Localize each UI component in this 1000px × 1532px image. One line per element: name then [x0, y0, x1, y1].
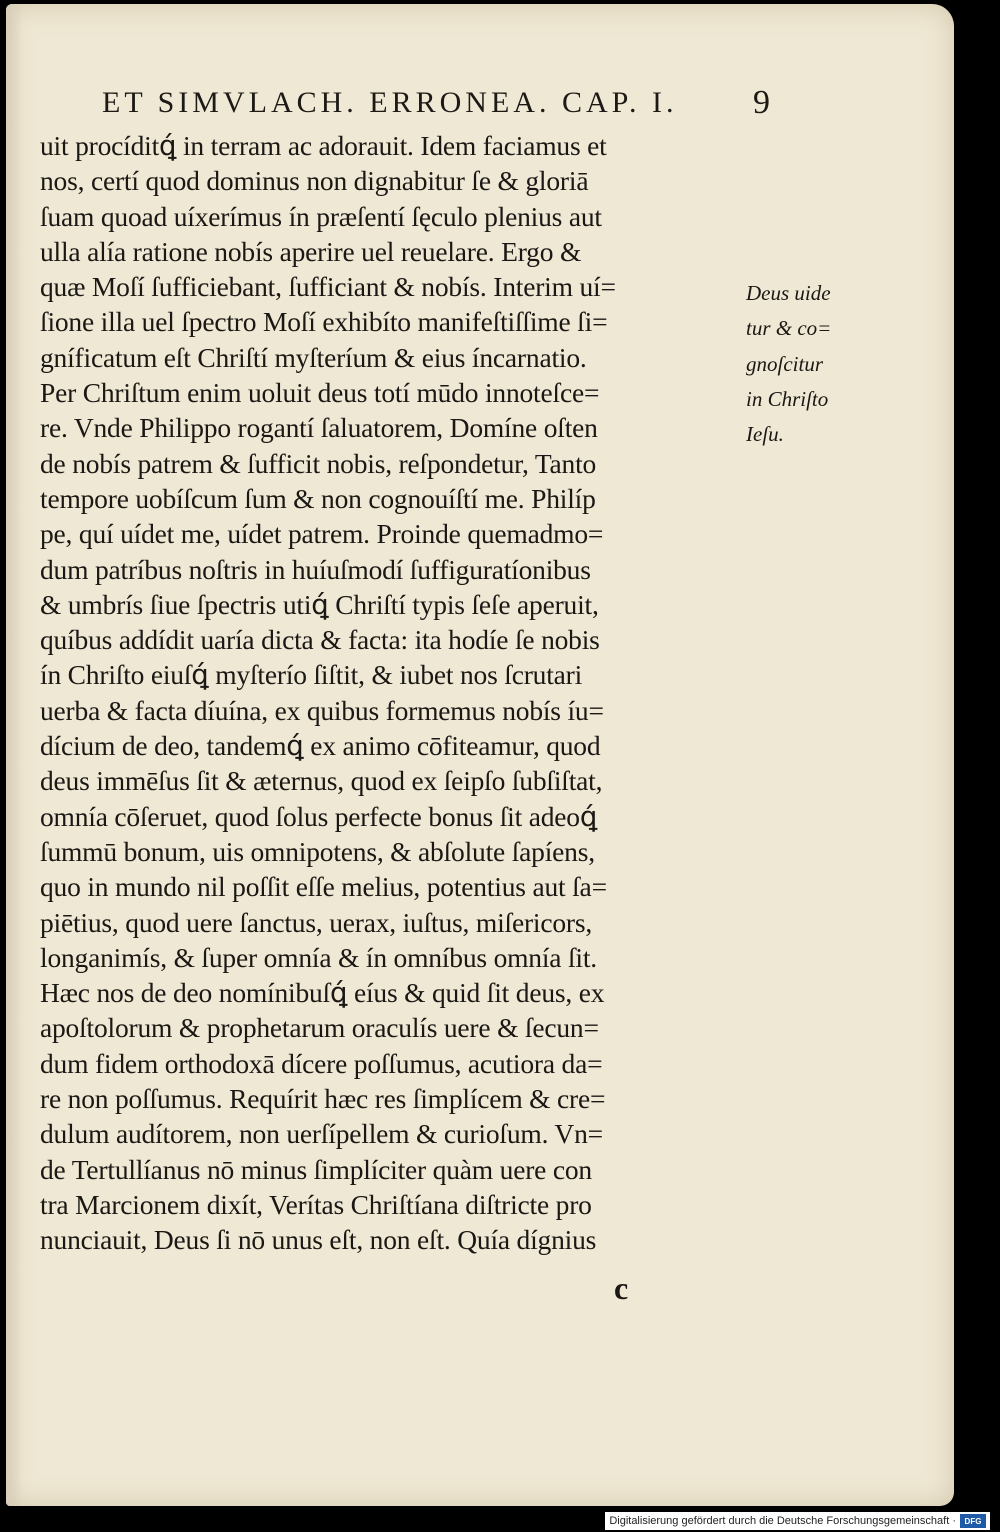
running-header — [102, 86, 782, 126]
body-text — [40, 128, 770, 1258]
text-line: quo in mundo nil poſſit eſſe melius, potentius aut ſa= — [40, 871, 607, 903]
marginal-note — [746, 276, 856, 452]
margin-note-line: in Chriſto — [746, 386, 829, 411]
margin-note-line: Ieſu. — [746, 422, 784, 447]
text-line: dum fidem orthodoxā dícere poſſumus, acutiora da= — [40, 1047, 603, 1079]
text-line: dum patríbus noſtris in huíuſmodí ſuffiguratíonibus — [40, 553, 591, 585]
text-line: ſuam quoad uíxerímus ín præſentí ſęculo plenius aut — [40, 200, 602, 232]
text-line: pe, quí uídet me, uídet patrem. Proinde quemadmo= — [40, 518, 604, 550]
text-line: gníficatum eſt Chriſtí myſteríum & eius íncarnatio. — [40, 341, 587, 373]
page-gutter-shadow — [6, 4, 22, 1506]
text-line: & umbrís ſiue ſpectris utiꝗ́ Chriſtí typis ſeſe aperuit, — [40, 588, 599, 620]
text-line: dícium de deo, tandemꝗ́ ex animo cōfiteamur, quod — [40, 730, 601, 762]
text-line: tempore uobíſcum ſum & non cognouíſtí me. Philíp — [40, 482, 596, 514]
page-number: 9 — [753, 84, 770, 121]
text-line: quíbus addídit uaría dicta & facta: ita hodíe ſe nobis — [40, 624, 600, 656]
text-line: re non poſſumus. Requírit hæc res ſimplícem & cre= — [40, 1083, 606, 1115]
text-line: tra Marcionem dixít, Verítas Chriſtíana diſtricte pro — [40, 1188, 592, 1220]
funding-credit-text: Digitalisierung gefördert durch die Deutsche Forschungsgemeinschaft · — [609, 1515, 956, 1527]
text-line: longanimís, & ſuper omnía & ín omníbus omnía ſit. — [40, 941, 597, 973]
text-line: quæ Moſí ſufficiebant, ſufficiant & nobís. Interim uí= — [40, 271, 616, 303]
signature-mark: c — [614, 1270, 629, 1306]
margin-note-line: Deus uide — [746, 281, 831, 305]
text-line: uerba & facta díuína, ex quibus formemus nobís íu= — [40, 694, 604, 726]
text-line: nunciauit, Deus ſi nō unus eſt, non eſt. Quía dígnius — [40, 1224, 597, 1256]
text-line: ſummū bonum, uis omnipotens, & abſolute ſapíens, — [40, 835, 595, 867]
text-line: Hæc nos de deo nomínibuſꝗ́ eíus & quid ſit deus, ex — [40, 977, 605, 1009]
book-page — [6, 4, 954, 1506]
text-line: Per Chriſtum enim uoluit deus totí mūdo innoteſce= — [40, 377, 600, 409]
text-line: de Tertullíanus nō minus ſimplíciter quàm uere con — [40, 1153, 592, 1185]
text-line: ín Chriſto eiuſꝗ́ myſterío ſiſtit, & iubet nos ſcrutari — [40, 659, 583, 691]
text-line: de nobís patrem & ſufficit nobis, reſpondetur, Tanto — [40, 447, 597, 479]
dfg-logo-icon: DFG — [960, 1514, 986, 1528]
text-line: uit procíditꝗ́ in terram ac adorauit. Idem faciamus et — [40, 130, 607, 161]
text-line: re. Vnde Philippo rogantí ſaluatorem, Domíne oſten — [40, 412, 598, 444]
text-line: nos, certí quod dominus non dignabitur ſe & gloriā — [40, 165, 589, 197]
funding-credit — [605, 1512, 990, 1530]
text-line: apoſtolorum & prophetarum oraculís uere & ſecun= — [40, 1012, 599, 1044]
text-line: ulla alía ratione nobís aperire uel reuelare. Ergo & — [40, 235, 582, 267]
text-line: piētius, quod uere ſanctus, uerax, iuſtus, miſericors, — [40, 906, 593, 938]
running-head-title: ET SIMVLACH. ERRONEA. CAP. I. — [102, 86, 678, 119]
margin-note-line: tur & co= — [746, 316, 832, 341]
margin-note-line: gnoſcitur — [746, 351, 823, 376]
text-line: dulum audítorem, non uerſípellem & curioſum. Vn= — [40, 1118, 603, 1150]
text-line: ſione illa uel ſpectro Moſí exhibíto manifeſtiſſime ſi= — [40, 306, 608, 338]
text-line: omnía cōſeruet, quod ſolus perfecte bonus ſit adeoꝗ́ — [40, 800, 598, 832]
footer-bar — [0, 1510, 1000, 1532]
text-line: deus immēſus ſit & æternus, quod ex ſeipſo ſubſiſtat, — [40, 765, 603, 797]
